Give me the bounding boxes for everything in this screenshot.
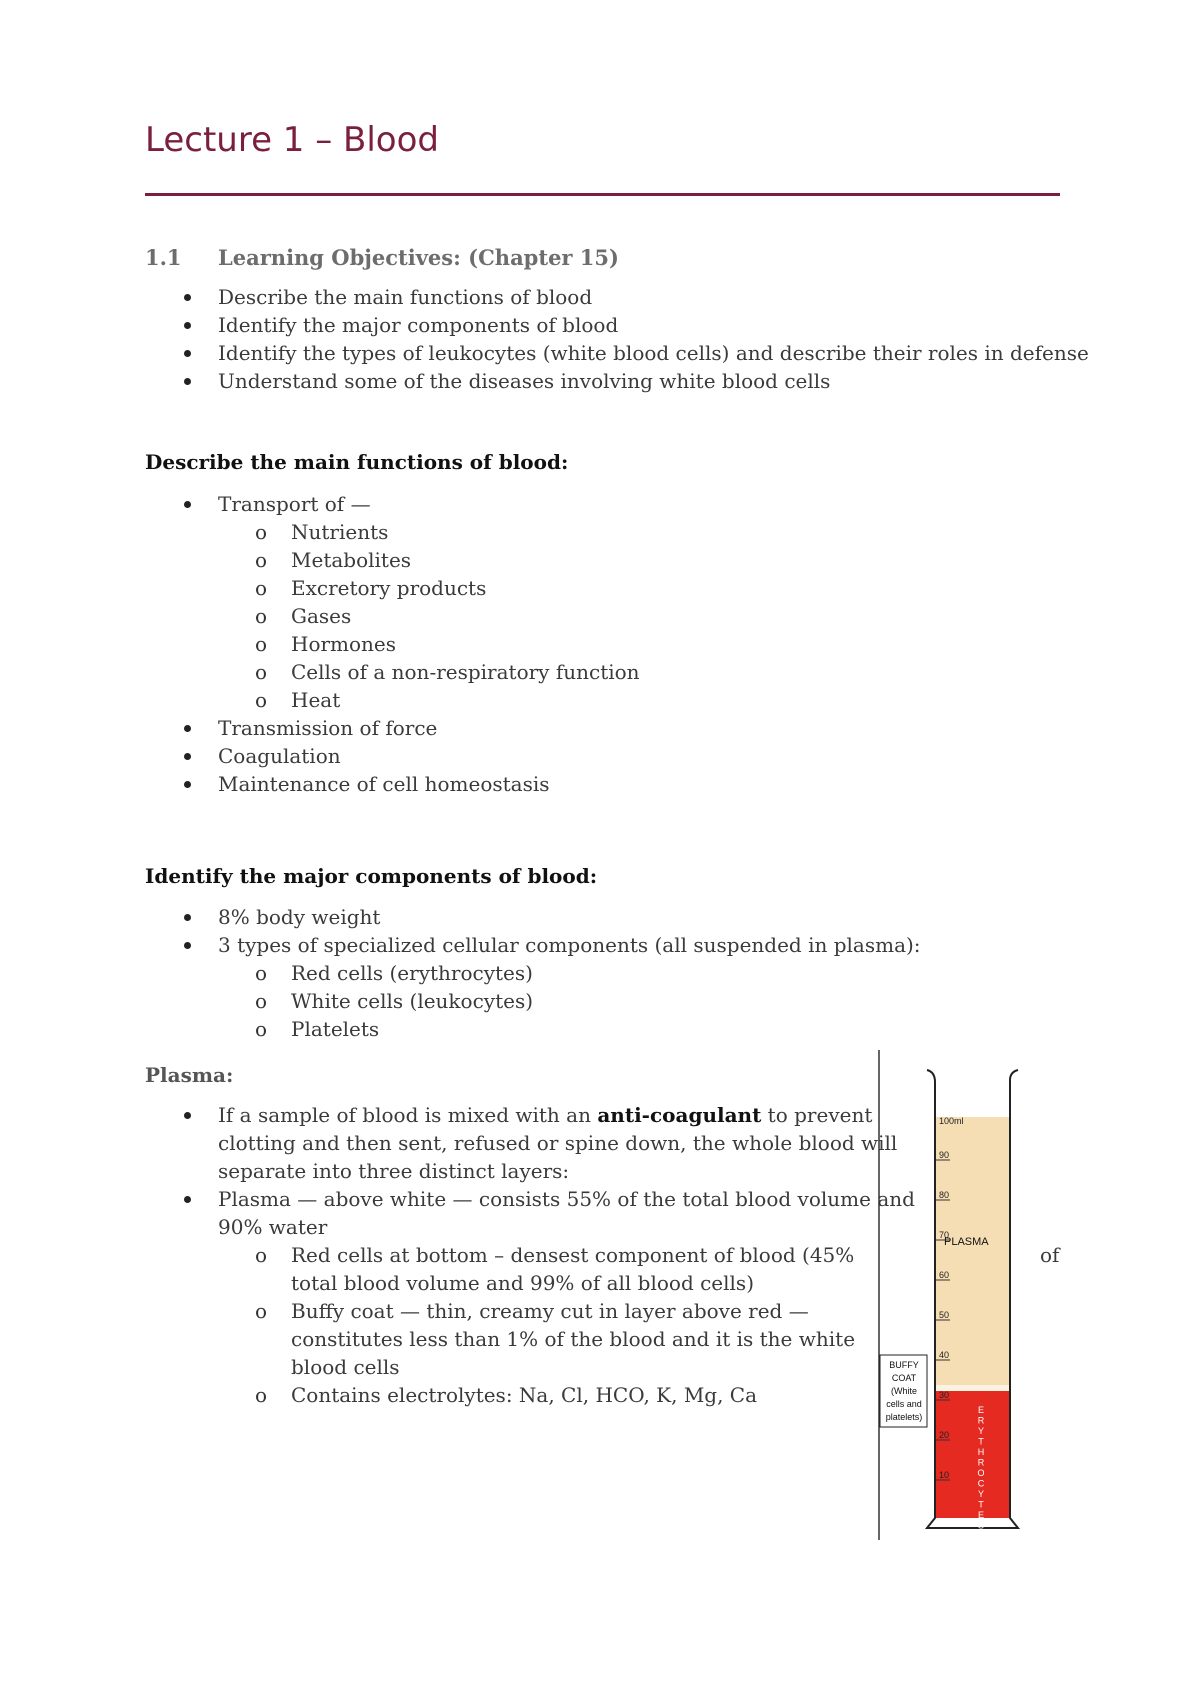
tick-label: 20: [939, 1430, 950, 1440]
list-item: o Buffy coat — thin, creamy cut in layer above red — constitutes less than 1% of the blood and it is the white blood cells: [145, 1297, 891, 1381]
tick-label: 40: [939, 1350, 950, 1360]
list-item: Plasma — above white — consists 55% of the total blood volume and 90% water: [145, 1185, 918, 1241]
components-heading: Identify the major components of blood:: [145, 864, 598, 888]
title-rule: [145, 193, 1060, 196]
erythrocytes-label-letter: R: [977, 1457, 985, 1468]
list-item: o Hormones: [145, 630, 640, 658]
tick-label: 60: [939, 1270, 950, 1280]
components-list: [145, 903, 921, 1043]
list-item: o Gases: [145, 602, 640, 630]
tick-label: 50: [939, 1310, 950, 1320]
list-item: [145, 1101, 918, 1185]
list-item: 3 types of specialized cellular components (all suspended in plasma):: [145, 931, 921, 959]
list-item: o Red cells at bottom – densest component of blood (45% total blood volume and 99% of all blood cells): [145, 1241, 891, 1297]
plasma-text-post: to prevent clotting and then sent, refused or spine down, the whole blood will separate into three distinct layers:: [218, 1103, 898, 1183]
section-heading: [145, 245, 619, 270]
buffy-label-line: BUFFY: [889, 1360, 919, 1370]
list-item: o Heat: [145, 686, 640, 714]
list-item: Identify the major components of blood: [145, 311, 1089, 339]
list-item: o Nutrients: [145, 518, 640, 546]
tick-label: 10: [939, 1470, 950, 1480]
erythrocytes-label-letter: Y: [977, 1426, 985, 1436]
tick-label: 90: [939, 1150, 950, 1160]
functions-list: [145, 490, 640, 798]
list-item: o Metabolites: [145, 546, 640, 574]
erythrocytes-label-letter: E: [977, 1510, 985, 1520]
erythrocytes-label-letter: R: [977, 1415, 985, 1426]
tick-marks: [936, 1150, 950, 1480]
list-item: o Contains electrolytes: Na, Cl, HCO, K, Mg, Ca: [145, 1381, 891, 1409]
list-item: Identify the types of leukocytes (white blood cells) and describe their roles in defense: [145, 339, 1089, 367]
list-item: Transmission of force: [145, 714, 640, 742]
tick-label: 70: [939, 1230, 950, 1240]
erythrocytes-label-letter: Y: [977, 1489, 985, 1499]
list-item: Understand some of the diseases involving white blood cells: [145, 367, 1089, 395]
anticoagulant-term: anti-coagulant: [597, 1103, 762, 1127]
list-item: 8% body weight: [145, 903, 921, 931]
erythrocytes-label-letter: O: [977, 1468, 985, 1478]
plasma-label: PLASMA: [944, 1236, 989, 1248]
objectives-list: [145, 283, 1089, 395]
erythrocytes-label-letter: H: [977, 1447, 985, 1457]
stray-text: of: [1040, 1243, 1060, 1267]
list-item: Maintenance of cell homeostasis: [145, 770, 640, 798]
list-item: o Cells of a non-respiratory function: [145, 658, 640, 686]
list-item: o Red cells (erythrocytes): [145, 959, 921, 987]
erythrocytes-label-letter: S: [977, 1520, 985, 1531]
erythrocytes-label-letter: T: [978, 1499, 984, 1510]
list-item: o White cells (leukocytes): [145, 987, 921, 1015]
buffy-label-line: platelets): [885, 1412, 923, 1422]
erythrocytes-label: [977, 1405, 984, 1531]
buffy-label-line: COAT: [891, 1373, 917, 1383]
buffy-label-line: cells and: [886, 1399, 922, 1409]
section-label: Learning Objectives: (Chapter 15): [218, 245, 619, 270]
list-item: o Platelets: [145, 1015, 921, 1043]
tick-label: 80: [939, 1190, 950, 1200]
plasma-heading: Plasma:: [145, 1063, 234, 1087]
top-mark: 100ml: [939, 1116, 964, 1126]
blood-separation-figure: [875, 1050, 1035, 1540]
erythrocytes-label-letter: T: [978, 1436, 984, 1447]
erythrocytes-label-letter: E: [977, 1405, 985, 1415]
list-item: o Excretory products: [145, 574, 640, 602]
erythrocytes-label-letter: C: [977, 1478, 985, 1489]
list-item: Coagulation: [145, 742, 640, 770]
section-number: 1.1: [145, 245, 182, 270]
buffy-coat-label: [886, 1360, 923, 1422]
erythrocytes-layer: [936, 1391, 1009, 1518]
plasma-text-pre: If a sample of blood is mixed with an: [218, 1103, 598, 1127]
list-item: Describe the main functions of blood: [145, 283, 1089, 311]
page-title: Lecture 1 – Blood: [145, 120, 439, 160]
list-item: Transport of —: [145, 490, 640, 518]
functions-heading: Describe the main functions of blood:: [145, 450, 569, 474]
buffy-label-line: (White: [890, 1386, 918, 1396]
tick-label: 30: [939, 1390, 950, 1400]
